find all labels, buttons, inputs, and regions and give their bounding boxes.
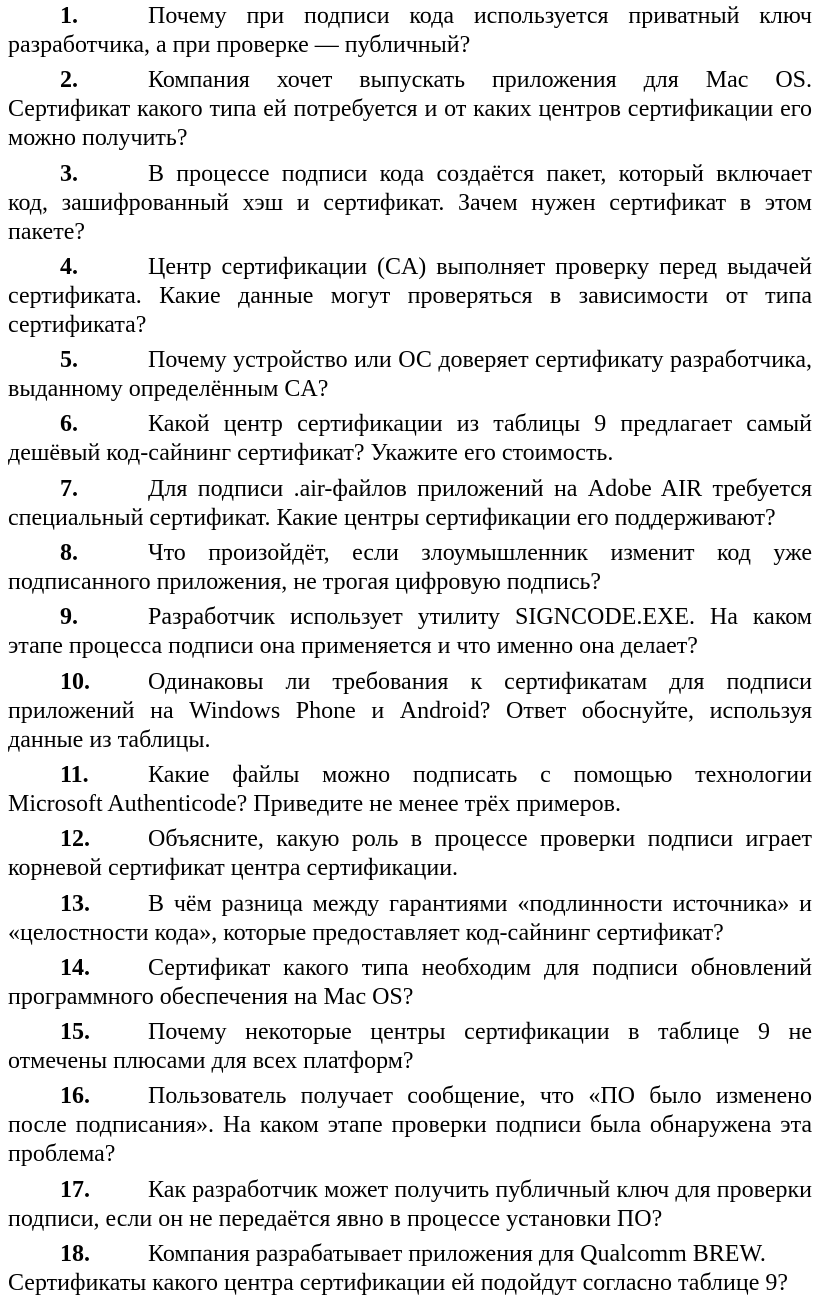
question-text: Одинаковы ли требования к сертификатам для подписи приложений на Windows Phone и Android? Ответ обоснуйте, используя данные из таблицы.	[8, 668, 812, 753]
question-number: 8.	[60, 540, 78, 567]
question-4	[8, 253, 812, 340]
question-9	[8, 603, 812, 661]
question-text: Как разработчик может получить публичный ключ для проверки подписи, если он не передаётся явно в процессе установки ПО?	[8, 1176, 812, 1232]
question-number: 17.	[60, 1176, 90, 1203]
question-12	[8, 825, 812, 883]
question-text: Почему некоторые центры сертификации в таблице 9 не отмечены плюсами для всех платформ?	[8, 1019, 812, 1075]
question-5	[8, 346, 812, 404]
question-text: В процессе подписи кода создаётся пакет, который включает код, зашифрованный хэш и сертификат. Зачем нужен сертификат в этом пакете?	[8, 160, 812, 245]
question-text: Почему устройство или ОС доверяет сертификату разработчика, выданному определённым CA?	[8, 347, 812, 403]
question-number: 18.	[60, 1241, 90, 1268]
question-15	[8, 1018, 812, 1076]
question-text: Компания разрабатывает приложения для Qualcomm BREW. Сертификаты какого центра сертификации ей подойдут согласно таблице 9?	[8, 1241, 789, 1297]
question-number: 13.	[60, 890, 90, 917]
question-7	[8, 475, 812, 533]
question-number: 14.	[60, 954, 90, 981]
question-text: Пользователь получает сообщение, что «ПО было изменено после подписания». На каком этапе проверки подписи была обнаружена эта проблема?	[8, 1083, 812, 1168]
question-text: Что произойдёт, если злоумышленник изменит код уже подписанного приложения, не трогая цифровую подпись?	[8, 540, 812, 596]
question-17	[8, 1176, 812, 1234]
question-text: В чём разница между гарантиями «подлинности источника» и «целостности кода», которые предоставляет код-сайнинг сертификат?	[8, 890, 812, 946]
question-16	[8, 1082, 812, 1169]
question-text: Сертификат какого типа необходим для подписи обновлений программного обеспечения на Mac OS?	[8, 954, 812, 1010]
question-number: 4.	[60, 253, 78, 280]
question-number: 6.	[60, 411, 78, 438]
question-number: 2.	[60, 67, 78, 94]
question-number: 10.	[60, 668, 90, 695]
question-13	[8, 890, 812, 948]
question-text: Для подписи .air-файлов приложений на Adobe AIR требуется специальный сертификат. Какие центры сертификации его поддерживают?	[8, 475, 812, 531]
question-number: 7.	[60, 475, 78, 502]
question-1	[8, 2, 812, 60]
question-3	[8, 160, 812, 247]
question-10	[8, 668, 812, 755]
question-text: Компания хочет выпускать приложения для Mac OS. Сертификат какого типа ей потребуется и от каких центров сертификации его можно получить?	[8, 67, 812, 152]
question-11	[8, 761, 812, 819]
question-number: 1.	[60, 3, 78, 29]
question-text: Объясните, какую роль в процессе проверки подписи играет корневой сертификат центра сертификации.	[8, 826, 812, 882]
question-number: 9.	[60, 604, 78, 631]
question-number: 12.	[60, 826, 90, 853]
question-text: Какой центр сертификации из таблицы 9 предлагает самый дешёвый код-сайнинг сертификат? Укажите его стоимость.	[8, 411, 812, 467]
question-8	[8, 539, 812, 597]
question-text: Центр сертификации (CA) выполняет проверку перед выдачей сертификата. Какие данные могут проверяться в зависимости от типа сертификата?	[8, 253, 812, 338]
question-18	[8, 1240, 812, 1298]
question-text: Какие файлы можно подписать с помощью технологии Microsoft Authenticode? Приведите не менее трёх примеров.	[8, 761, 812, 817]
question-number: 11.	[60, 761, 89, 788]
question-14	[8, 954, 812, 1012]
question-number: 3.	[60, 160, 78, 187]
question-number: 16.	[60, 1083, 90, 1110]
question-2	[8, 66, 812, 153]
question-text: Разработчик использует утилиту SIGNCODE.EXE. На каком этапе процесса подписи она применяется и что именно она делает?	[8, 604, 812, 660]
question-number: 5.	[60, 347, 78, 374]
question-text: Почему при подписи кода используется приватный ключ разработчика, а при проверке — публичный?	[8, 3, 812, 58]
question-6	[8, 410, 812, 468]
question-number: 15.	[60, 1019, 90, 1046]
